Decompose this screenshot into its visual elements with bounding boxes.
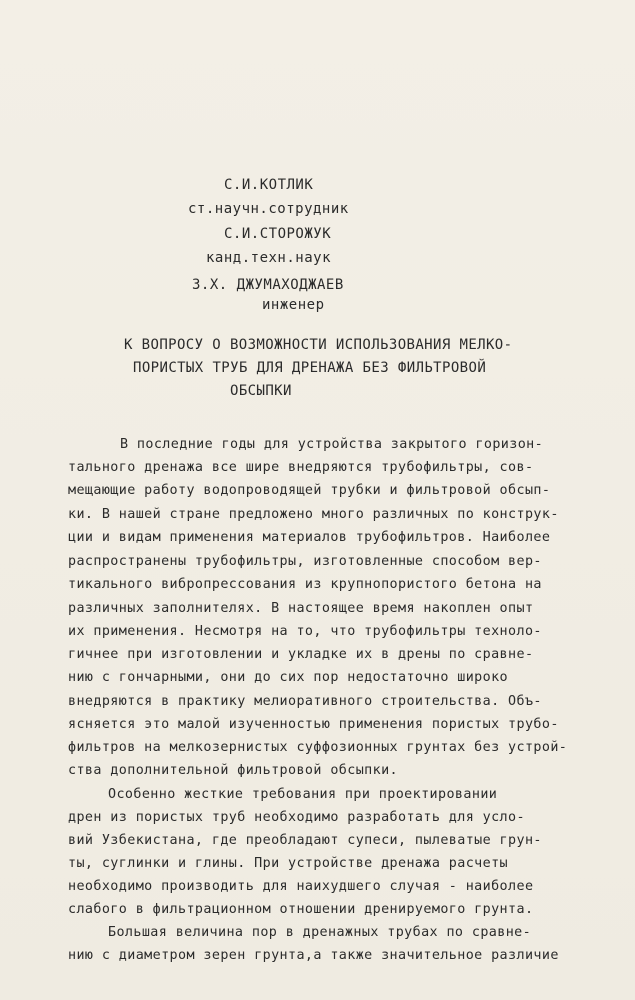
author-1-name: С.И.КОТЛИК <box>224 177 314 193</box>
body-line: Особенно жесткие требования при проектировании <box>108 787 498 802</box>
body-line: их применения. Несмотря на то, что трубофильтры техноло- <box>68 624 542 639</box>
body-line: ты, суглинки и глины. При устройстве дренажа расчеты <box>68 856 509 871</box>
body-line: ясняется это малой изученностью применения пористых трубо- <box>68 717 559 732</box>
author-1-role: ст.научн.сотрудник <box>188 201 349 217</box>
body-line: ции и видам применения материалов трубофильтров. Наиболее <box>68 530 551 545</box>
body-line: вий Узбекистана, где преобладают супеси, пылеватые грун- <box>68 833 542 848</box>
author-2-name: С.И.СТОРОЖУК <box>224 226 332 242</box>
title-line-2: ПОРИСТЫХ ТРУБ ДЛЯ ДРЕНАЖА БЕЗ ФИЛЬТРОВОЙ <box>133 360 487 376</box>
author-2-role: канд.техн.наук <box>206 250 332 266</box>
body-line: нию с гончарными, они до сих пор недостаточно широко <box>68 670 509 685</box>
author-3-role: инженер <box>262 297 325 313</box>
body-line: необходимо производить для наихудшего случая - наиболее <box>68 879 534 894</box>
body-line: нию с диаметром зерен грунта,а также значительное различие <box>68 948 559 963</box>
body-line: Большая величина пор в дренажных трубах по сравне- <box>108 925 532 940</box>
body-line: различных заполнителях. В настоящее время накоплен опыт <box>68 601 534 616</box>
body-line: ства дополнительной фильтровой обсыпки. <box>68 763 399 778</box>
body-line: слабого в фильтрационном отношении дренируемого грунта. <box>68 902 534 917</box>
body-line: тального дренажа все шире внедряются трубофильтры, сов- <box>68 460 534 475</box>
body-line: распространены трубофильтры, изготовленные способом вер- <box>68 554 542 569</box>
title-line-3: ОБСЫПКИ <box>230 383 292 399</box>
author-3-name: З.Х. ДЖУМАХОДЖАЕВ <box>192 277 344 293</box>
body-line: ки. В нашей стране предложено много различных по конструк- <box>68 507 559 522</box>
title-line-1: К ВОПРОСУ О ВОЗМОЖНОСТИ ИСПОЛЬЗОВАНИЯ МЕЛКО- <box>124 337 513 353</box>
body-line: фильтров на мелкозернистых суффозионных грунтах без устрой- <box>68 740 568 755</box>
body-line: дрен из пористых труб необходимо разработать для усло- <box>68 810 525 825</box>
body-line: гичнее при изготовлении и укладке их в дрены по сравне- <box>68 647 534 662</box>
body-line: тикального вибропрессования из крупнопористого бетона на <box>68 577 542 592</box>
body-line: мещающие работу водопроводящей трубки и фильтровой обсып- <box>68 483 551 498</box>
body-line: В последние годы для устройства закрытого горизон- <box>120 437 544 452</box>
body-line: внедряются в практику мелиоративного строительства. Объ- <box>68 694 542 709</box>
